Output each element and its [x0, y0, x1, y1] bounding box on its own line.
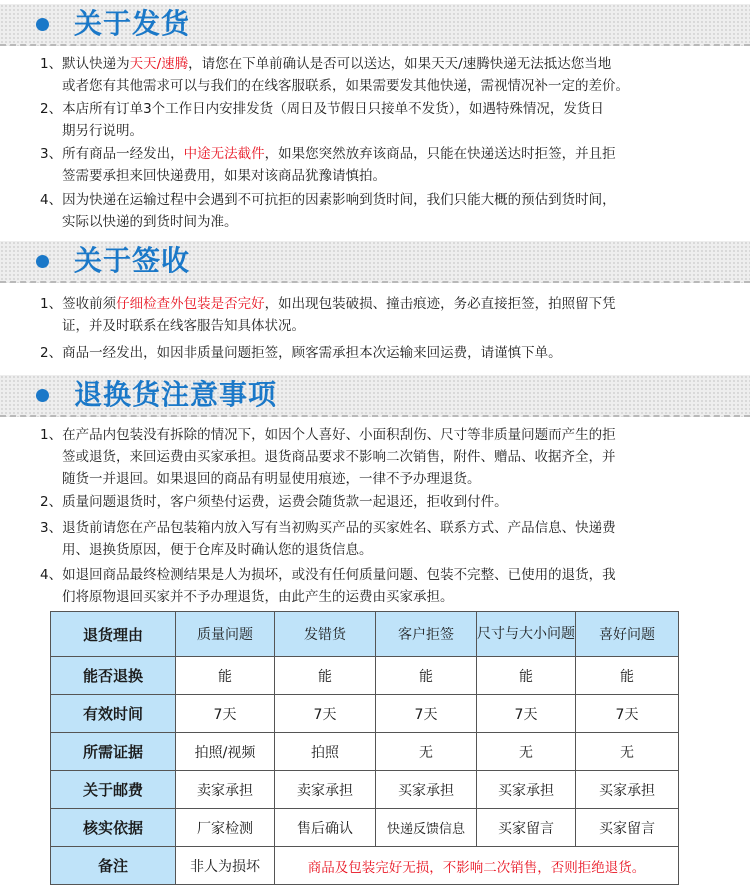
row-label: 备注 — [51, 847, 176, 885]
table-cell: 拍照/视频 — [176, 733, 275, 771]
table-cell: 非人为损坏 — [176, 847, 275, 885]
table-cell: 7天 — [576, 695, 679, 733]
table-cell: 买家承担 — [477, 771, 576, 809]
table-cell: 买家留言 — [576, 809, 679, 847]
list-item: 1、默认快递为天天/速腾，请您在下单前确认是否可以送达，如果天天/速腾快递无法抵达您当地 或者您有其他需求可以与我们的在线客服联系，如果需要发其他快递，需视情况补一定的差价。 — [40, 56, 629, 94]
table-row — [51, 771, 679, 809]
table-cell: 买家承担 — [376, 771, 477, 809]
table-row — [51, 657, 679, 695]
row-label: 有效时间 — [51, 695, 176, 733]
row-label: 关于邮费 — [51, 771, 176, 809]
row-label: 核实依据 — [51, 809, 176, 847]
bullet-dot-icon — [36, 255, 49, 268]
table-cell: 能 — [576, 657, 679, 695]
table-header-row — [51, 612, 679, 657]
table-cell: 厂家检测 — [176, 809, 275, 847]
table-cell: 售后确认 — [275, 809, 376, 847]
table-cell: 能 — [376, 657, 477, 695]
table-header-cell: 喜好问题 — [576, 612, 679, 657]
bullet-dot-icon — [36, 18, 49, 31]
table-cell: 7天 — [275, 695, 376, 733]
table-cell: 卖家承担 — [176, 771, 275, 809]
list-item: 4、如退回商品最终检测结果是人为损坏，或没有任何质量问题、包装不完整、已使用的退货，我 们将原物退回买家并不予办理退货，由此产生的运费由买家承担。 — [40, 567, 616, 605]
table-cell: 能 — [477, 657, 576, 695]
list-item: 1、在产品内包装没有拆除的情况下，如因个人喜好、小面积刮伤、尺寸等非质量问题而产生的拒 签或退货，来回运费由买家承担。退货商品要求不影响二次销售，附件、赠品、收据齐全，并 随货一并退回。如果退回的商品有明显使用痕迹，一律不予办理退货。 — [40, 427, 616, 487]
table-cell: 无 — [477, 733, 576, 771]
list-item: 2、商品一经发出，如因非质量问题拒签，顾客需承担本次运输来回运费，请谨慎下单。 — [40, 345, 562, 361]
table-cell: 7天 — [376, 695, 477, 733]
table-row — [51, 809, 679, 847]
table-row — [51, 733, 679, 771]
table-cell: 能 — [275, 657, 376, 695]
table-cell: 买家留言 — [477, 809, 576, 847]
note-text: 商品及包装完好无损，不影响二次销售，否则拒绝退货。 — [275, 847, 679, 885]
table-cell: 能 — [176, 657, 275, 695]
table-cell: 快递反馈信息 — [376, 809, 477, 847]
table-cell: 7天 — [176, 695, 275, 733]
list-item: 3、退货前请您在产品包装箱内放入写有当初购买产品的买家姓名、联系方式、产品信息、快递费 用、退换货原因，便于仓库及时确认您的退货信息。 — [40, 520, 616, 558]
table-header-cell: 退货理由 — [51, 612, 176, 657]
table-cell: 拍照 — [275, 733, 376, 771]
table-cell: 卖家承担 — [275, 771, 376, 809]
list-item: 1、签收前须仔细检查外包装是否完好，如出现包装破损、撞击痕迹，务必直接拒签，拍照留下凭 证，并及时联系在线客服告知具体状况。 — [40, 296, 616, 334]
list-item: 2、质量问题退货时，客户须垫付运费，运费会随货款一起退还，拒收到付件。 — [40, 494, 508, 510]
table-header-cell: 客户拒签 — [376, 612, 477, 657]
table-header-cell: 尺寸与大小问题 — [477, 612, 576, 657]
row-label: 能否退换 — [51, 657, 176, 695]
table-row — [51, 695, 679, 733]
table-header-cell: 发错货 — [275, 612, 376, 657]
section-title: 关于发货 — [74, 7, 191, 40]
bullet-dot-icon — [36, 389, 49, 402]
section-title: 关于签收 — [74, 244, 191, 277]
table-header-cell: 质量问题 — [176, 612, 275, 657]
return-policy-table — [50, 611, 679, 885]
table-cell: 买家承担 — [576, 771, 679, 809]
section-header-shipping — [0, 4, 750, 46]
table-cell: 无 — [576, 733, 679, 771]
list-item: 3、所有商品一经发出，中途无法截件，如果您突然放弃该商品，只能在快递送达时拒签，并且拒 签需要承担来回快递费用，如果对该商品犹豫请慎拍。 — [40, 146, 616, 184]
row-label: 所需证据 — [51, 733, 176, 771]
section-header-returns — [0, 375, 750, 417]
table-row-note — [51, 847, 679, 885]
table-cell: 7天 — [477, 695, 576, 733]
section-header-receiving — [0, 241, 750, 283]
list-item: 2、本店所有订单3个工作日内安排发货（周日及节假日只接单不发货），如遇特殊情况，发货日 期另行说明。 — [40, 101, 604, 139]
list-item: 4、因为快递在运输过程中会遇到不可抗拒的因素影响到货时间，我们只能大概的预估到货时间， 实际以快递的到货时间为准。 — [40, 192, 616, 230]
section-title: 退换货注意事项 — [74, 378, 278, 411]
table-cell: 无 — [376, 733, 477, 771]
